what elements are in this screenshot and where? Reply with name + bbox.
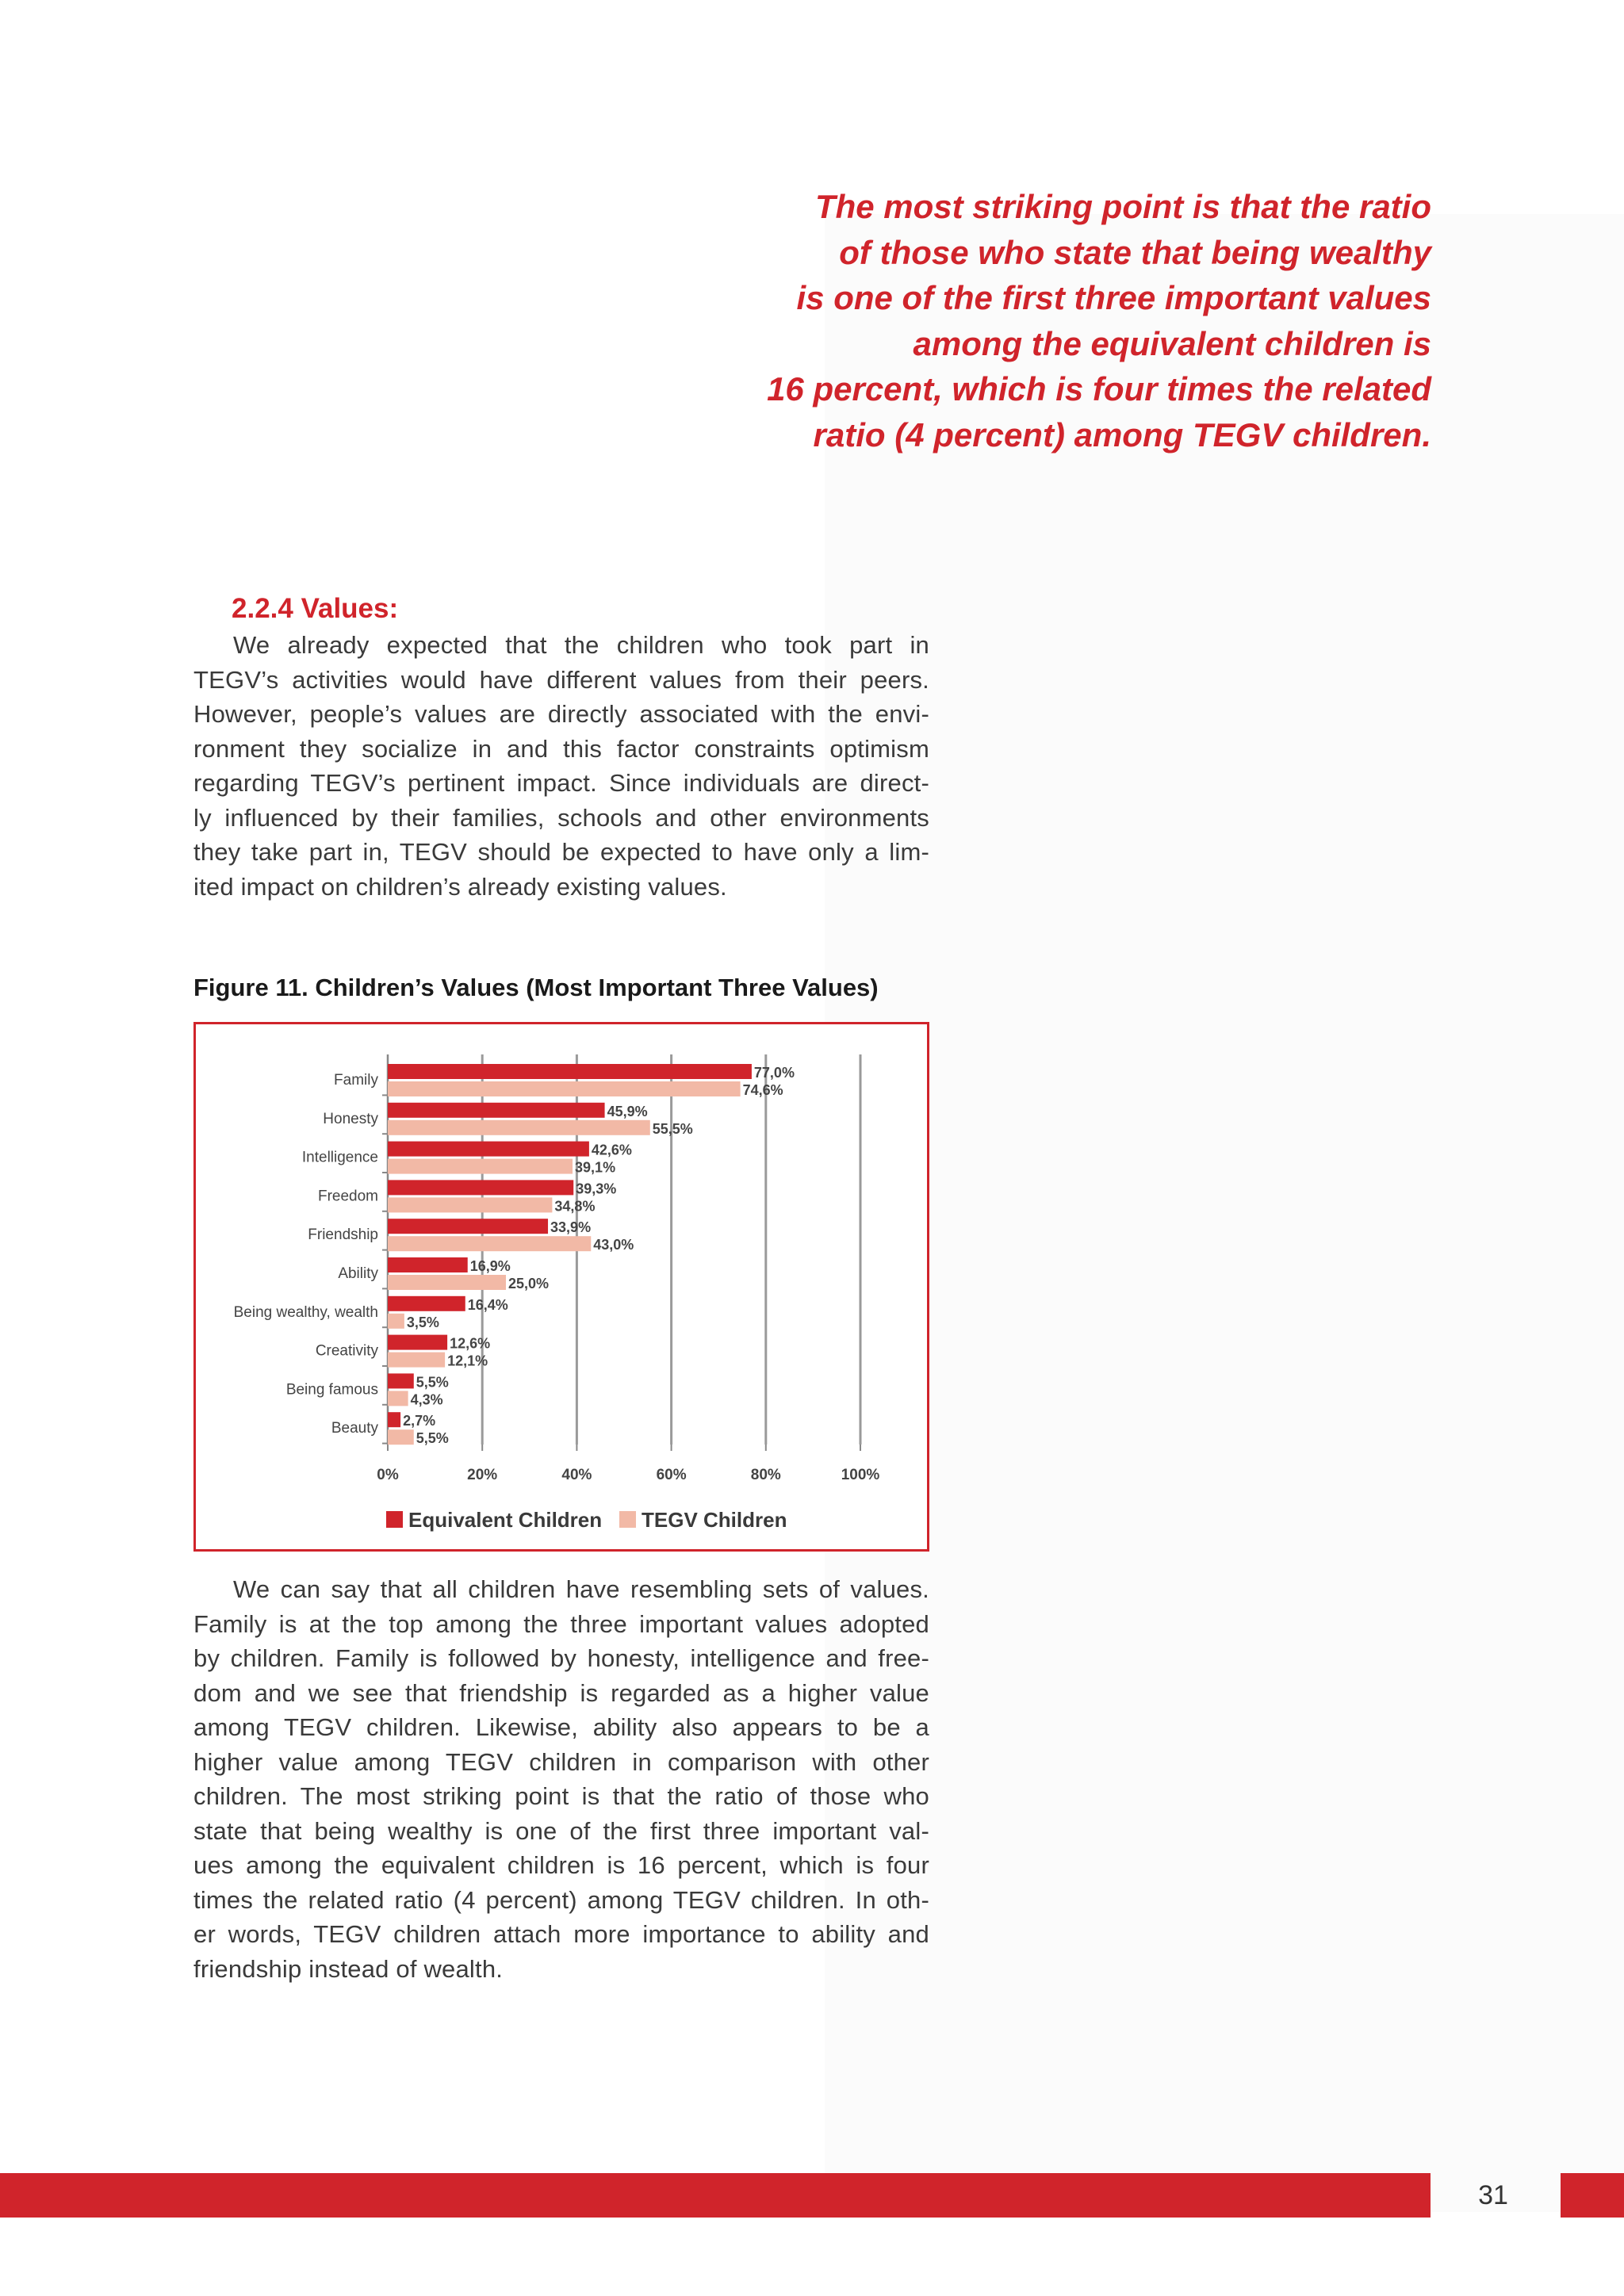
paragraph-line: they take part in, TEGV should be expected to have only a lim- bbox=[193, 838, 929, 866]
bar-tegv bbox=[388, 1314, 404, 1329]
paragraph-line: ited impact on children’s already existing values. bbox=[193, 872, 727, 901]
data-label: 16,9% bbox=[469, 1258, 511, 1274]
bar-equivalent bbox=[388, 1373, 414, 1388]
bar-tegv bbox=[388, 1429, 414, 1445]
bar-equivalent bbox=[388, 1296, 465, 1311]
body-paragraph-2 bbox=[193, 1572, 929, 1986]
legend-label: TEGV Children bbox=[642, 1508, 787, 1532]
data-label: 2,7% bbox=[403, 1413, 436, 1429]
data-label: 43,0% bbox=[593, 1237, 634, 1253]
pull-quote bbox=[718, 184, 1431, 457]
bar-equivalent bbox=[388, 1180, 573, 1195]
data-label: 55,5% bbox=[652, 1120, 693, 1137]
footer-bar bbox=[0, 2173, 1431, 2218]
bar-equivalent bbox=[388, 1412, 400, 1427]
data-label: 77,0% bbox=[753, 1065, 795, 1081]
data-label: 39,1% bbox=[575, 1159, 616, 1176]
legend-swatch bbox=[386, 1511, 403, 1528]
legend-swatch bbox=[619, 1511, 636, 1528]
x-tick-label: 80% bbox=[750, 1467, 781, 1483]
x-tick-label: 40% bbox=[561, 1467, 592, 1483]
paragraph-line: ues among the equivalent children is 16 percent, which is four bbox=[193, 1851, 929, 1879]
bar-tegv bbox=[388, 1159, 573, 1174]
paragraph-line: state that being wealthy is one of the first three important val- bbox=[193, 1816, 929, 1845]
paragraph-line: friendship instead of wealth. bbox=[193, 1954, 504, 1983]
category-label: Friendship bbox=[308, 1226, 378, 1244]
data-label: 74,6% bbox=[742, 1082, 783, 1098]
data-label: 42,6% bbox=[591, 1142, 632, 1158]
legend-label: Equivalent Children bbox=[408, 1508, 603, 1532]
pull-quote-line: is one of the first three important values bbox=[796, 279, 1431, 316]
data-label: 34,8% bbox=[554, 1198, 596, 1215]
paragraph-line: However, people’s values are directly associated with the envi- bbox=[193, 700, 929, 728]
paragraph-line: TEGV’s activities would have different values from their peers. bbox=[193, 665, 929, 694]
chart-frame bbox=[193, 1022, 929, 1552]
figure-caption: Figure 11. Children’s Values (Most Important Three Values) bbox=[193, 974, 879, 1001]
data-label: 16,4% bbox=[467, 1296, 508, 1313]
bar-equivalent bbox=[388, 1142, 589, 1157]
paragraph-line: Family is at the top among the three important values adopted bbox=[193, 1609, 929, 1638]
bar-equivalent bbox=[388, 1103, 605, 1118]
bar-equivalent bbox=[388, 1335, 447, 1350]
category-label: Beauty bbox=[331, 1420, 378, 1437]
bar-tegv bbox=[388, 1197, 552, 1212]
paragraph-line: by children. Family is followed by honesty, intelligence and free- bbox=[193, 1644, 929, 1672]
paragraph-line: ly influenced by their families, schools and other environments bbox=[193, 803, 929, 832]
category-label: Intelligence bbox=[301, 1149, 378, 1166]
paragraph-line: dom and we see that friendship is regarded as a higher value bbox=[193, 1678, 929, 1707]
body-paragraph-1 bbox=[193, 628, 929, 904]
bar-tegv bbox=[388, 1391, 408, 1406]
data-label: 5,5% bbox=[416, 1430, 449, 1447]
data-label: 3,5% bbox=[406, 1314, 439, 1330]
paragraph-line: among TEGV children. Likewise, ability also appears to be a bbox=[193, 1713, 929, 1741]
bar-equivalent bbox=[388, 1257, 468, 1272]
category-label: Being famous bbox=[285, 1381, 378, 1399]
paragraph-line: We can say that all children have resembling sets of values. bbox=[233, 1575, 929, 1603]
paragraph-line: ronment they socialize in and this factor constraints optimism bbox=[193, 734, 929, 763]
x-tick-label: 100% bbox=[841, 1467, 880, 1483]
paragraph-line: regarding TEGV’s pertinent impact. Since individuals are direct- bbox=[193, 769, 929, 797]
bar-tegv bbox=[388, 1081, 741, 1096]
bar-tegv bbox=[388, 1275, 506, 1290]
category-label: Freedom bbox=[317, 1188, 378, 1205]
paragraph-line: higher value among TEGV children in comparison with other bbox=[193, 1747, 929, 1776]
data-label: 39,3% bbox=[576, 1181, 617, 1197]
category-label: Being wealthy, wealth bbox=[233, 1303, 378, 1321]
side-panel-background bbox=[825, 214, 1624, 2212]
data-label: 12,1% bbox=[447, 1353, 488, 1369]
section-heading: 2.2.4 Values: bbox=[232, 593, 399, 624]
data-label: 25,0% bbox=[508, 1276, 550, 1292]
category-label: Ability bbox=[338, 1265, 378, 1282]
bar-tegv bbox=[388, 1353, 445, 1368]
x-tick-label: 0% bbox=[377, 1467, 399, 1483]
data-label: 5,5% bbox=[416, 1374, 449, 1391]
bar-tegv bbox=[388, 1120, 650, 1135]
pull-quote-line: 16 percent, which is four times the related bbox=[767, 370, 1431, 408]
pull-quote-line: among the equivalent children is bbox=[913, 324, 1431, 362]
data-label: 12,6% bbox=[450, 1335, 491, 1352]
x-tick-label: 60% bbox=[656, 1467, 687, 1483]
x-tick-label: 20% bbox=[467, 1467, 498, 1483]
data-label: 33,9% bbox=[550, 1219, 592, 1236]
paragraph-line: times the related ratio (4 percent) among TEGV children. In oth- bbox=[193, 1885, 929, 1914]
bar-equivalent bbox=[388, 1064, 752, 1079]
data-label: 4,3% bbox=[410, 1391, 443, 1408]
values-bar-chart bbox=[196, 1024, 927, 1549]
pull-quote-line: The most striking point is that the ratio bbox=[814, 188, 1431, 225]
bar-tegv bbox=[388, 1236, 591, 1251]
pull-quote-line: ratio (4 percent) among TEGV children. bbox=[813, 415, 1431, 453]
bar-equivalent bbox=[388, 1219, 548, 1234]
category-label: Honesty bbox=[323, 1110, 378, 1127]
footer-tab bbox=[1561, 2173, 1624, 2218]
paragraph-line: children. The most striking point is that the ratio of those who bbox=[193, 1782, 929, 1810]
paragraph-line: er words, TEGV children attach more importance to ability and bbox=[193, 1920, 929, 1948]
pull-quote-line: of those who state that being wealthy bbox=[839, 233, 1431, 271]
paragraph-line: We already expected that the children who took part in bbox=[233, 631, 929, 659]
page-number: 31 bbox=[1478, 2180, 1508, 2210]
category-label: Family bbox=[334, 1072, 378, 1089]
data-label: 45,9% bbox=[607, 1103, 648, 1119]
category-label: Creativity bbox=[315, 1342, 378, 1360]
